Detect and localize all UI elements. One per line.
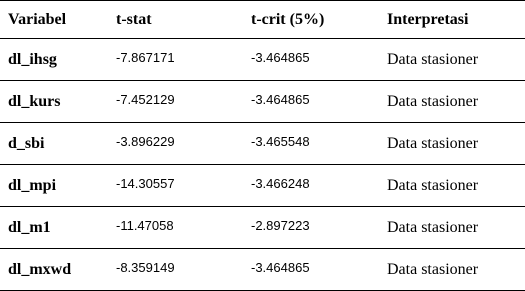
table-header-row	[0, 1, 525, 39]
header-variabel: Variabel	[0, 1, 108, 39]
table-row	[0, 39, 525, 81]
cell-t-stat: -14.30557	[108, 165, 243, 207]
table-row	[0, 207, 525, 249]
cell-variabel: dl_ihsg	[0, 39, 108, 81]
cell-t-crit: -2.897223	[243, 207, 379, 249]
header-t-stat: t-stat	[108, 1, 243, 39]
cell-variabel: dl_mxwd	[0, 249, 108, 291]
cell-t-stat: -7.867171	[108, 39, 243, 81]
cell-t-crit: -3.465548	[243, 123, 379, 165]
cell-t-stat: -11.47058	[108, 207, 243, 249]
cell-t-crit: -3.464865	[243, 81, 379, 123]
cell-t-crit: -3.466248	[243, 165, 379, 207]
cell-interpretasi: Data stasioner	[379, 249, 525, 291]
cell-interpretasi: Data stasioner	[379, 123, 525, 165]
cell-variabel: dl_m1	[0, 207, 108, 249]
cell-variabel: dl_kurs	[0, 81, 108, 123]
cell-t-crit: -3.464865	[243, 39, 379, 81]
cell-interpretasi: Data stasioner	[379, 39, 525, 81]
table-row	[0, 165, 525, 207]
header-interpretasi: Interpretasi	[379, 1, 525, 39]
table-row	[0, 123, 525, 165]
cell-t-stat: -3.896229	[108, 123, 243, 165]
cell-interpretasi: Data stasioner	[379, 165, 525, 207]
cell-t-stat: -7.452129	[108, 81, 243, 123]
cell-t-stat: -8.359149	[108, 249, 243, 291]
header-t-crit: t-crit (5%)	[243, 1, 379, 39]
cell-interpretasi: Data stasioner	[379, 207, 525, 249]
cell-variabel: dl_mpi	[0, 165, 108, 207]
table-row	[0, 249, 525, 291]
table-row	[0, 81, 525, 123]
cell-t-crit: -3.464865	[243, 249, 379, 291]
cell-interpretasi: Data stasioner	[379, 81, 525, 123]
cell-variabel: d_sbi	[0, 123, 108, 165]
